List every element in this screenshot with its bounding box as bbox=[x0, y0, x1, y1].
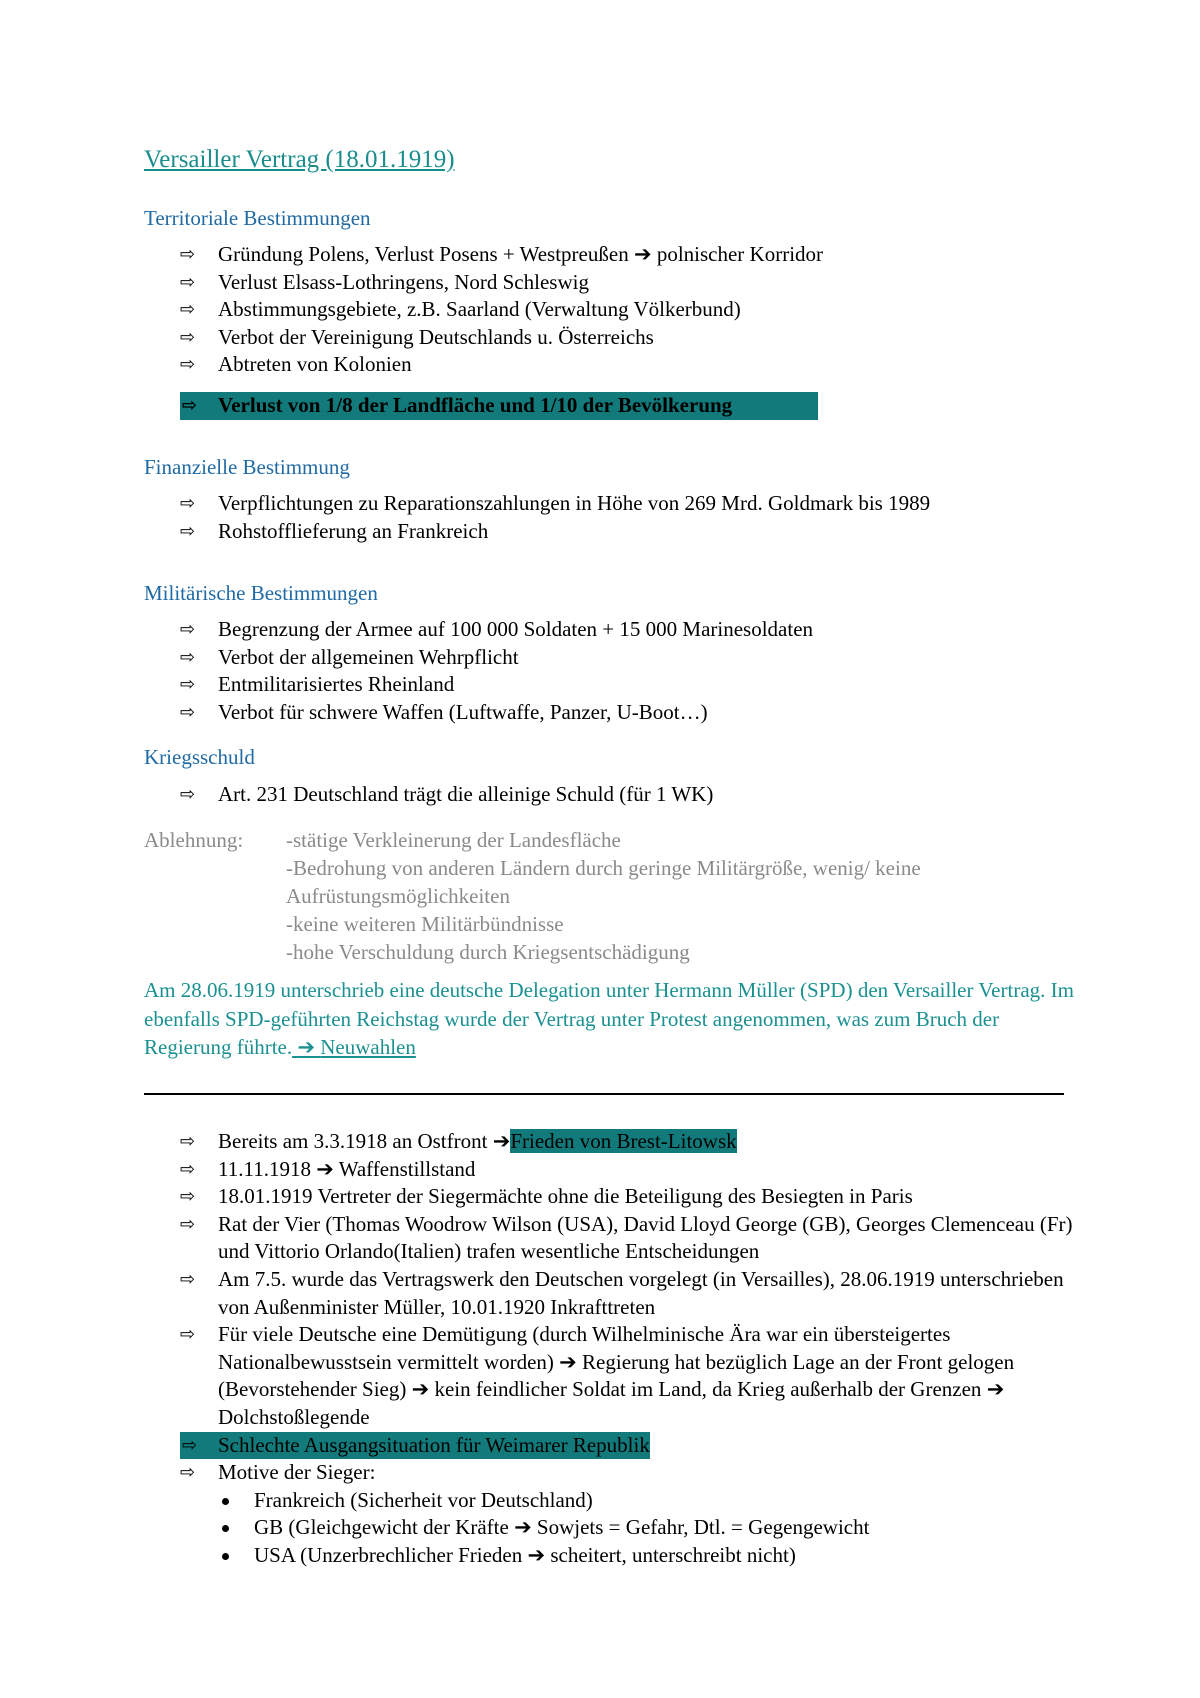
list-item: ⇨ Schlechte Ausgangsituation für Weimarer Republik bbox=[180, 1432, 1080, 1460]
heading-financial: Finanzielle Bestimmung bbox=[144, 455, 350, 479]
outline-right-arrow-icon: ⇨ bbox=[180, 1186, 196, 1208]
rejection-item: -Bedrohung von anderen Ländern durch geringe Militärgröße, wenig/ keine Aufrüstungsmöglichkeiten bbox=[286, 856, 921, 908]
territorial-highlight bbox=[180, 392, 1080, 420]
list-item: ⇨ Gründung Polens, Verlust Posens + Westpreußen ➔ polnischer Korridor bbox=[180, 241, 1080, 269]
outline-right-arrow-icon: ⇨ bbox=[180, 520, 196, 542]
bullet-dot-icon bbox=[222, 1553, 229, 1560]
outline-right-arrow-icon: ⇨ bbox=[180, 646, 196, 668]
outline-right-arrow-icon: ⇨ bbox=[180, 1131, 196, 1152]
outline-right-arrow-icon: ⇨ bbox=[180, 271, 196, 293]
outline-right-arrow-icon: ⇨ bbox=[180, 619, 196, 640]
list-item: ⇨ Abtreten von Kolonien bbox=[180, 351, 1080, 379]
rejection-item: -stätige Verkleinerung der Landesfläche bbox=[286, 828, 621, 852]
bold-right-arrow-icon: ➔ bbox=[514, 1515, 532, 1540]
signing-paragraph: Am 28.06.1919 unterschrieb eine deutsche Delegation unter Hermann Müller (SPD) den Versailler Vertrag. Im ebenfalls SPD-geführten Reichstag wurde der Vertrag unter Protest angenommen, was zum Bruch der Regierung führte. ➔ Neuwahlen bbox=[144, 978, 1074, 1059]
motives-list bbox=[218, 1487, 1080, 1570]
neuwahlen-link: Neuwahlen bbox=[320, 1035, 416, 1059]
list-item: ⇨ Art. 231 Deutschland trägt die alleinige Schuld (für 1 WK) bbox=[180, 781, 1080, 809]
outline-right-arrow-icon: ⇨ bbox=[180, 326, 196, 348]
outline-right-arrow-icon: ⇨ bbox=[180, 244, 196, 265]
list-item: ⇨ Verlust Elsass-Lothringens, Nord Schleswig bbox=[180, 269, 1080, 297]
bullet-item: Frankreich (Sicherheit vor Deutschland) bbox=[218, 1487, 1080, 1515]
outline-right-arrow-icon: ⇨ bbox=[180, 1462, 196, 1484]
outline-right-arrow-icon: ⇨ bbox=[180, 674, 196, 696]
bold-right-arrow-icon: ➔ bbox=[492, 1129, 511, 1153]
outline-right-arrow-icon: ⇨ bbox=[180, 784, 196, 805]
rejection-items bbox=[286, 826, 1066, 966]
heading-guilt: Kriegsschuld bbox=[144, 745, 255, 769]
heading-territorial: Territoriale Bestimmungen bbox=[144, 206, 371, 230]
outline-right-arrow-icon: ⇨ bbox=[180, 701, 196, 723]
outline-right-arrow-icon: ⇨ bbox=[180, 354, 196, 376]
military-list bbox=[180, 616, 1080, 726]
rejection-item: -hohe Verschuldung durch Kriegsentschädigung bbox=[286, 940, 690, 964]
bold-right-arrow-icon: ➔ bbox=[559, 1349, 577, 1374]
financial-list bbox=[180, 490, 1080, 545]
bullet-item: GB (Gleichgewicht der Kräfte ➔ Sowjets = Gefahr, Dtl. = Gegengewicht bbox=[218, 1514, 1080, 1542]
outline-right-arrow-icon: ⇨ bbox=[182, 1434, 198, 1456]
list-item: ⇨ Für viele Deutsche eine Demütigung (durch Wilhelminische Ära war ein übersteigertes Nationalbewusstsein vermittelt worden) ➔ Regierung hat bezüglich Lage an der Front gelogen (Bevorstehender Sieg) ➔ kein feindlicher Soldat im Land, da Krieg außerhalb der Grenzen ➔ Dolchstoßlegende bbox=[180, 1322, 1015, 1429]
rejection-item: -keine weiteren Militärbündnisse bbox=[286, 912, 564, 936]
list-item: ⇨ Bereits am 3.3.1918 an Ostfront ➔Frieden von Brest-Litowsk bbox=[180, 1128, 1080, 1156]
outline-right-arrow-icon: ⇨ bbox=[180, 493, 196, 514]
list-item: ⇨ 11.11.1918 ➔ Waffenstillstand bbox=[180, 1156, 1080, 1184]
territorial-list bbox=[180, 241, 1080, 379]
rejection-label: Ablehnung: bbox=[144, 828, 244, 852]
bold-right-arrow-icon: ➔ bbox=[527, 1542, 546, 1567]
list-item: ⇨ Entmilitarisiertes Rheinland bbox=[180, 671, 1080, 699]
list-item: ⇨ Rat der Vier (Thomas Woodrow Wilson (USA), David Lloyd George (GB), Georges Clemenceau (Fr) und Vittorio Orlando(Italien) trafen wesentliche Entscheidungen bbox=[180, 1211, 1073, 1264]
highlighted-text: Frieden von Brest-Litowsk bbox=[510, 1129, 737, 1153]
guilt-list bbox=[180, 781, 1080, 809]
list-item: ⇨ 18.01.1919 Vertreter der Siegermächte ohne die Beteiligung des Besiegten in Paris bbox=[180, 1183, 1080, 1211]
highlight-item: ⇨ Verlust von 1/8 der Landfläche und 1/10 der Bevölkerung bbox=[180, 392, 1080, 420]
outline-right-arrow-icon: ⇨ bbox=[180, 1324, 196, 1346]
outline-right-arrow-icon: ⇨ bbox=[182, 395, 198, 416]
horizontal-rule bbox=[144, 1093, 1064, 1095]
list-item: ⇨ Motive der Sieger: Frankreich (Sicherheit vor Deutschland) GB (Gleichgewicht der Kräfte ➔ Sowjets = Gefahr, Dtl. = Gegengewicht USA (Unzerbrechlicher Frieden ➔ scheitert, unterschreibt nicht) bbox=[180, 1459, 1080, 1569]
outline-right-arrow-icon: ⇨ bbox=[180, 1158, 196, 1180]
list-item: ⇨ Verpflichtungen zu Reparationszahlungen in Höhe von 269 Mrd. Goldmark bis 1989 bbox=[180, 490, 1080, 518]
bold-right-arrow-icon: ➔ bbox=[316, 1156, 334, 1181]
bold-right-arrow-icon: ➔ bbox=[986, 1377, 1005, 1402]
list-item: ⇨ Rohstofflieferung an Frankreich bbox=[180, 518, 1080, 546]
list-item: ⇨ Abstimmungsgebiete, z.B. Saarland (Verwaltung Völkerbund) bbox=[180, 296, 1080, 324]
outline-right-arrow-icon: ⇨ bbox=[180, 299, 196, 321]
outline-right-arrow-icon: ⇨ bbox=[180, 1213, 196, 1235]
list-item: ⇨ Begrenzung der Armee auf 100 000 Soldaten + 15 000 Marinesoldaten bbox=[180, 616, 1080, 644]
bullet-dot-icon bbox=[222, 1498, 229, 1505]
heading-military: Militärische Bestimmungen bbox=[144, 581, 378, 605]
list-item: ⇨ Verbot der Vereinigung Deutschlands u. Österreichs bbox=[180, 324, 1080, 352]
page-title: Versailler Vertrag (18.01.1919) bbox=[144, 146, 455, 173]
bold-right-arrow-icon: ➔ bbox=[411, 1377, 430, 1402]
bullet-item: USA (Unzerbrechlicher Frieden ➔ scheitert, unterschreibt nicht) bbox=[218, 1542, 1080, 1570]
list-item: ⇨ Am 7.5. wurde das Vertragswerk den Deutschen vorgelegt (in Versailles), 28.06.1919 unterschrieben von Außenminister Müller, 10.01.1920 Inkrafttreten bbox=[180, 1266, 1064, 1319]
bullet-dot-icon bbox=[222, 1525, 229, 1532]
bold-right-arrow-icon: ➔ bbox=[297, 1035, 315, 1059]
list-item: ⇨ Verbot der allgemeinen Wehrpflicht bbox=[180, 644, 1080, 672]
outline-right-arrow-icon: ⇨ bbox=[180, 1268, 196, 1290]
list-item: ⇨ Verbot für schwere Waffen (Luftwaffe, Panzer, U-Boot…) bbox=[180, 699, 1080, 727]
context-list bbox=[180, 1128, 1080, 1570]
bold-right-arrow-icon: ➔ bbox=[633, 242, 652, 266]
